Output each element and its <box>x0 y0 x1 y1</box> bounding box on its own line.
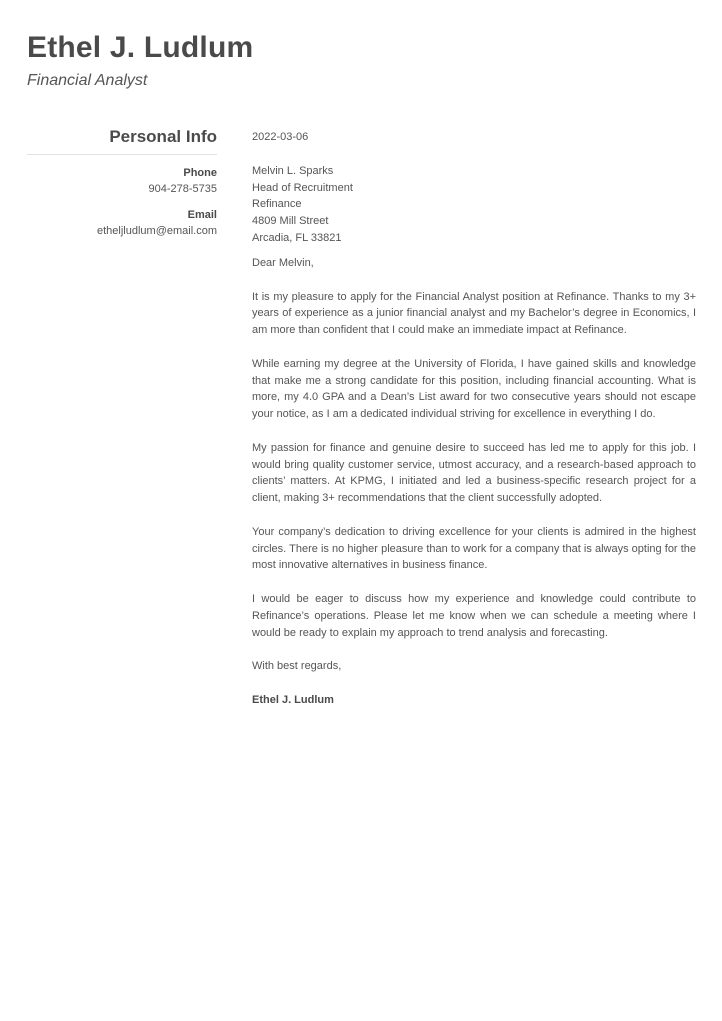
paragraph-experience: My passion for finance and genuine desire to succeed has led me to apply for this job. I would bring quality customer service, utmost accuracy, and a research-based approach to clients’ matters. At KPMG, I initiated and led a business-specific research project for a client, making 3+ recommendations that the client successfully adopted. <box>252 441 696 505</box>
email-label: Email <box>187 209 217 221</box>
email-value: etheljludlum@email.com <box>97 225 217 237</box>
applicant-title: Financial Analyst <box>27 72 148 89</box>
recipient-company: Refinance <box>252 198 302 211</box>
recipient-position: Head of Recruitment <box>252 181 353 194</box>
signature: Ethel J. Ludlum <box>252 693 334 706</box>
salutation: Dear Melvin, <box>252 256 314 269</box>
paragraph-intro: It is my pleasure to apply for the Financial Analyst position at Refinance. Thanks to my 3+ years of experience as a junior financial analyst and my Bachelor’s degree in Economics, I am more than confident that I could make an immediate impact at Refinance. <box>252 290 696 337</box>
closing: With best regards, <box>252 660 342 673</box>
recipient-street: 4809 Mill Street <box>252 215 329 228</box>
letter-date: 2022-03-06 <box>252 131 309 143</box>
phone-label: Phone <box>183 167 217 179</box>
recipient-city: Arcadia, FL 33821 <box>252 231 342 244</box>
letter-body <box>252 129 696 709</box>
paragraph-call-to-action: I would be eager to discuss how my experience and knowledge could contribute to Refinance’s operations. Please let me know when we can schedule a meeting where I would be ready to explain my approach to trend analysis and forecasting. <box>252 592 696 639</box>
document-header <box>27 30 253 91</box>
recipient-block <box>252 163 696 247</box>
paragraph-company: Your company’s dedication to driving excellence for your clients is admired in the highest circles. There is no higher pleasure than to work for a company that is always opting for the most innovative alternatives in business finance. <box>252 525 696 572</box>
personal-info-section <box>27 126 217 249</box>
recipient-name: Melvin L. Sparks <box>252 164 334 177</box>
personal-info-heading: Personal Info <box>27 126 217 155</box>
paragraph-education: While earning my degree at the University of Florida, I have gained skills and knowledge that make me a strong candidate for this position, including financial accounting. What is more, my 4.0 GPA and a Dean’s List award for two consecutive years should not escape your notice, as I am a dedicated individual striving for excellence in everything I do. <box>252 357 696 421</box>
applicant-name: Ethel J. Ludlum <box>27 31 254 64</box>
phone-value: 904-278-5735 <box>148 183 217 195</box>
